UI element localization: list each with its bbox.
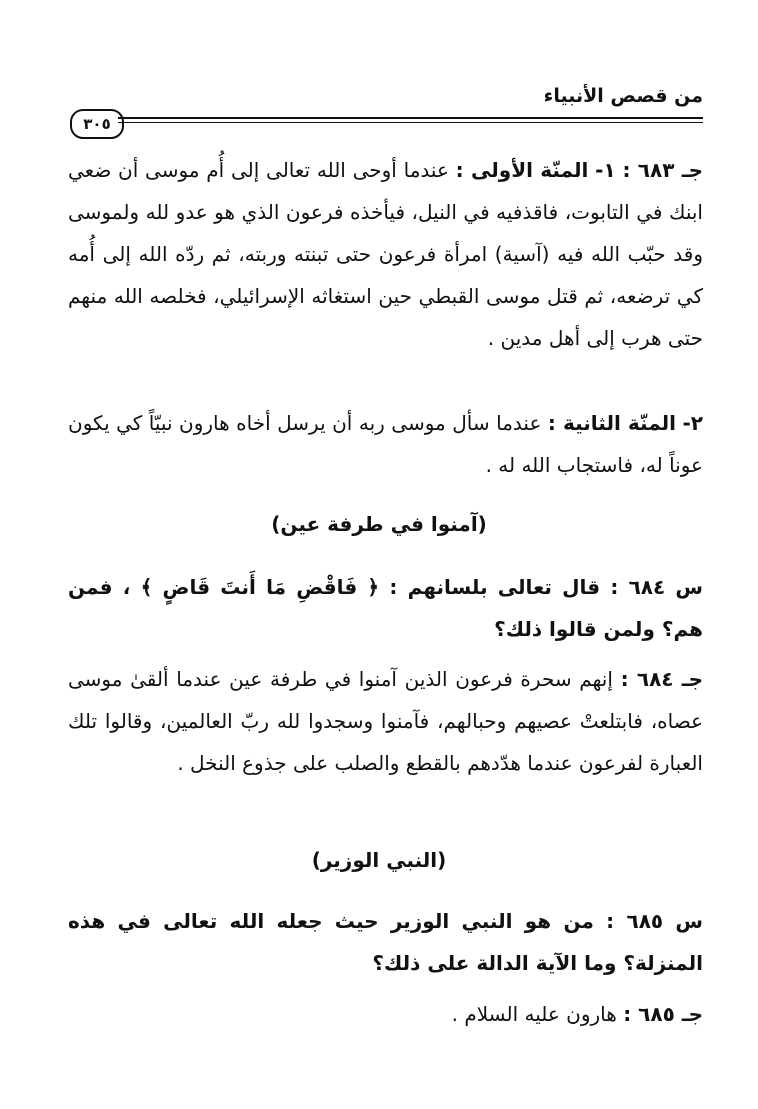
section-heading-2: (النبي الوزير) xyxy=(311,848,447,872)
item-1-title: المنّة الأولى : xyxy=(455,158,589,182)
answer-683-item-2 xyxy=(68,402,703,486)
answer-684-text: إنهم سحرة فرعون الذين آمنوا في طرفة عين عندما ألقىٰ موسى عصاه، فابتلعتْ عصيهم وحبالهم، فآمنوا وسجدوا لله ربّ العالمين، وقالوا تلك العبارة لفرعون عندما هدّدهم بالقطع والصلب على جذوع النخل . xyxy=(68,667,703,775)
item-1-number: ١- xyxy=(595,158,616,182)
question-685 xyxy=(68,900,703,984)
question-684 xyxy=(68,566,703,650)
answer-685-text: هارون عليه السلام . xyxy=(451,1002,617,1026)
answer-685 xyxy=(68,993,703,1035)
section-heading-1: (آمنوا في طرفة عين) xyxy=(271,512,487,536)
book-title: من قصص الأنبياء xyxy=(543,85,703,107)
answer-684 xyxy=(68,658,703,784)
item-2-title: المنّة الثانية : xyxy=(547,411,676,435)
page-number: ٣٠٥ xyxy=(70,109,124,139)
question-684-label: س ٦٨٤ : xyxy=(610,575,704,599)
answer-683-item-1 xyxy=(68,149,703,359)
header-rule-thin xyxy=(118,122,703,123)
question-684-text-before: قال تعالى بلسانهم : xyxy=(389,575,601,599)
item-2-text: عندما سأل موسى ربه أن يرسل أخاه هارون نبيّاً كي يكون عوناً له، فاستجاب الله له . xyxy=(68,411,703,477)
item-2-number: ٢- xyxy=(682,411,704,435)
question-685-text: من هو النبي الوزير حيث جعله الله تعالى في هذه المنزلة؟ وما الآية الدالة على ذلك؟ xyxy=(68,909,703,975)
header-rule-thick xyxy=(118,117,703,119)
answer-683-label: جـ ٦٨٣ : xyxy=(622,158,704,182)
question-684-text-after: ، فمن هم؟ ولمن قالوا ذلك؟ xyxy=(68,575,703,641)
answer-684-label: جـ ٦٨٤ : xyxy=(620,667,704,691)
answer-685-label: جـ ٦٨٥ : xyxy=(623,1002,703,1026)
question-685-label: س ٦٨٥ : xyxy=(606,909,704,933)
item-1-text: عندما أوحى الله تعالى إلى أُم موسى أن ضعي ابنك في التابوت، فاقذفيه في النيل، فيأخذه فرعون الذي هو عدو لله ولموسى وقد حبّب الله فيه (آسية) امرأة فرعون حتى تبنته وربته، ثم ردّه الله إلى أُمه كي ترضعه، ثم قتل موسى القبطي حين استغاثه الإسرائيلي، فخلصه الله منهم حتى هرب إلى أهل مدين . xyxy=(68,158,703,350)
quran-quote: ﴿ فَاقْضِ مَا أَنتَ قَاضٍ ﴾ xyxy=(140,575,380,599)
